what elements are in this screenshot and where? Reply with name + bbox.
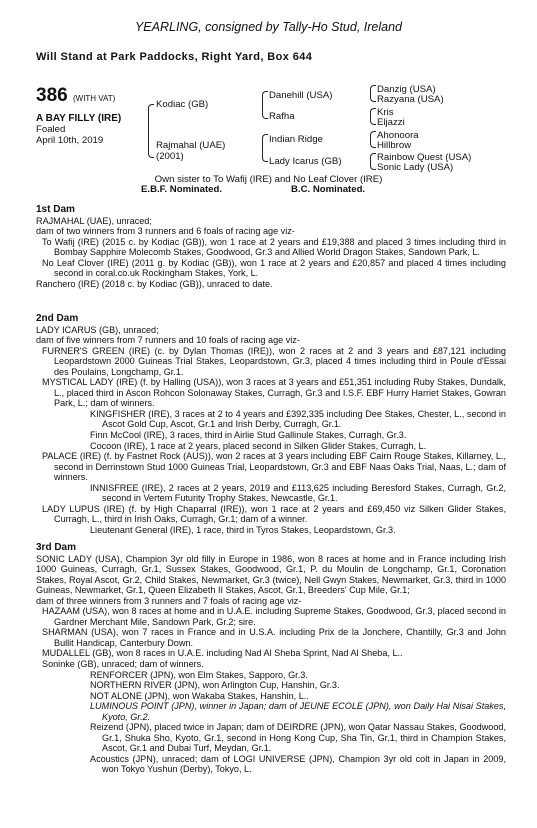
foaled-date: April 10th, 2019 <box>36 135 104 146</box>
section-heading: 2nd Dam <box>36 313 79 324</box>
dam-line: dam of five winners from 7 runners and 10 foals of racing age viz- <box>36 335 300 346</box>
section-heading: 3rd Dam <box>36 542 77 553</box>
produce-entry: NORTHERN RIVER (JPN), won Arlington Cup, Hanshin, Gr.3. <box>90 680 340 691</box>
ebf-nominated: E.B.F. Nominated. <box>141 184 223 195</box>
sister-line: Own sister to To Wafij (IRE) and No Leaf Clover (IRE) <box>154 174 383 185</box>
pedigree-brace-4 <box>370 153 376 170</box>
produce-entry: Soninke (GB), unraced; dam of winners. <box>42 659 204 670</box>
dam-line: SONIC LADY (USA), Champion 3yr old filly in Europe in 1986, won 8 races at home and in France including Irish 1000 Guineas, Curragh, Gr.1, Sussex Stakes, Goodwood, Gr.1, P. du Moulin de Longchamp, Gr.1, Coronation Stakes, Royal Ascot, Gr.2, Child Stakes, Newmarket, Gr.3 (twice), Nell Gwyn Stakes, Newmarket, Gr.3, third in 1000 Guineas, Newmarket, Gr.1, Queen Elizabeth II Stakes, Ascot, Gr.1, Breeders' Cup Mile, Gr.1; <box>36 553 506 596</box>
produce-entry: INNISFREE (IRE), 2 races at 2 years, 2019 and £113,625 including Beresford Stakes, Curragh, Gr.2, second in Vertem Futurity Trophy Stakes, Newcastle, Gr.1. <box>90 482 506 504</box>
produce-entry: LUMINOUS POINT (JPN), winner in Japan; dam of JEUNE ECOLE (JPN), won Daily Hai Nisai Stakes, Kyoto, Gr.2. <box>90 701 506 722</box>
pedigree-brace-1 <box>370 85 376 102</box>
ped-ssd: Razyana (USA) <box>377 94 444 105</box>
ped-dsd: Hillbrow <box>377 140 412 151</box>
pedigree-brace-main <box>148 104 154 158</box>
pedigree-brace-3 <box>370 131 376 148</box>
section-heading: 1st Dam <box>36 204 75 215</box>
produce-entry: Reizend (JPN), placed twice in Japan; dam of DEIRDRE (JPN), won Qatar Nassau Stakes, Goodwood, Gr.1, Shuka Sho, Kyoto, Gr.1, second in Hong Kong Cup, Sha Tin, Gr.1, third in Champion Stakes, Ascot, Gr.1 and Dubai Turf, Meydan, Gr.1. <box>90 722 506 754</box>
first-dam-section <box>36 205 506 289</box>
produce-entry: No Leaf Clover (IRE) (2011 g. by Kodiac (GB)), won 1 race at 2 years and £20,857 and placed 4 times including second in coral.co.uk Rockingham Stakes, York, L. <box>42 257 506 279</box>
produce-entry: Acoustics (JPN), unraced; dam of LOGI UNIVERSE (JPN), Champion 3yr old colt in Japan in 2009, won Tokyo Yushun (Derby), Tokyo, L. <box>90 753 506 775</box>
ped-dss: Ahonoora <box>377 130 419 141</box>
ped-sdd: Eljazzi <box>377 117 405 128</box>
produce-entry: To Wafij (IRE) (2015 c. by Kodiac (GB)), won 1 race at 2 years and £19,388 and placed 3 times including third in Bombay Sapphire Molecomb Stakes, Goodwood, Gr.3 and Allied World Dragon Stakes, Sandown Park, L. <box>42 236 506 258</box>
dam-sire: Indian Ridge <box>269 134 323 145</box>
produce-entry: MUDALLEL (GB), won 8 races in U.A.E. including Nad Al Sheba Sprint, Nad Al Sheba, L.. <box>42 648 403 659</box>
produce-entry: FURNER'S GREEN (IRE) (c. by Dylan Thomas (IRE)), won 2 races at 2 and 3 years and £87,121 including Leopardstown 2000 Guineas Trial Stakes, Leopardstown, Gr.3, placed 4 times including third in Poule d'Essai des Poulains, Longchamp, Gr.1. <box>42 345 506 377</box>
produce-entry: Finn McCool (IRE), 3 races, third in Airlie Stud Gallinule Stakes, Curragh, Gr.3. <box>90 430 407 441</box>
pedigree-brace-sire <box>262 91 268 119</box>
produce-entry: HAZAAM (USA), won 8 races at home and in U.A.E. including Supreme Stakes, Goodwood, Gr.3, placed second in Gardner Merchant Mile, Sandown Park, Gr.2; sire. <box>42 606 506 627</box>
produce-entry: PALACE (IRE) (f. by Fastnet Rock (AUS)), won 2 races at 3 years including EBF Cairn Rouge Stakes, Killarney, L., second in Derrinstown Stud 1000 Guineas Trial, Leopardstown, Gr.3 and EBF Naas Oaks Trial, Naas, L.; dam of winners. <box>42 451 506 483</box>
produce-entry: MYSTICAL LADY (IRE) (f. by Halling (USA)), won 3 races at 3 years and £51,351 including Ruby Stakes, Dundalk, L., placed third in Ascon Rohcon Solonaway Stakes, Curragh, Gr.3 and I.S.F. EBF Hurry Harriet Stakes, Gowran Park, L.; dam of winners. <box>42 377 506 409</box>
bc-nominated: B.C. Nominated. <box>291 184 366 195</box>
dam-line: dam of two winners from 3 runners and 6 foals of racing age viz- <box>36 226 295 237</box>
produce-entry: SHARMAN (USA), won 7 races in France and in U.S.A. including Prix de la Jonchere, Chantilly, Gr.3 and John Bullit Handicap, Canterbury Down. <box>42 627 506 648</box>
vat-note: (WITH VAT) <box>72 94 116 103</box>
pedigree-brace-dam <box>262 134 268 162</box>
second-dam-section <box>36 314 506 535</box>
produce-entry: NOT ALONE (JPN), won Wakaba Stakes, Hanshin, L.. <box>90 690 309 701</box>
ped-ddd: Sonic Lady (USA) <box>377 162 454 173</box>
produce-entry: Lieutenant General (IRE), 1 race, third in Tyros Stakes, Leopardstown, Gr.3. <box>90 524 396 535</box>
produce-entry: Cocoon (IRE), 1 race at 2 years, placed second in Silken Glider Stakes, Curragh, L. <box>90 440 427 451</box>
page-title: YEARLING, consigned by Tally-Ho Stud, Ireland <box>134 20 403 34</box>
ped-dds: Rainbow Quest (USA) <box>377 152 472 163</box>
dam-line-2: (2001) <box>156 151 184 162</box>
sire: Kodiac (GB) <box>156 99 209 110</box>
sire-dam: Rafha <box>269 111 295 122</box>
lot-number <box>36 85 115 107</box>
pedigree-brace-2 <box>370 108 376 125</box>
produce-entry: LADY LUPUS (IRE) (f. by High Chaparral (IRE)), won 1 race at 2 years and £69,450 viz Silken Glider Stakes, Curragh, L., third in Irish Oaks, Curragh, Gr.1; dam of a winner. <box>42 503 506 525</box>
dam-dam: Lady Icarus (GB) <box>269 156 342 167</box>
lot-name: A BAY FILLY (IRE) <box>36 113 122 124</box>
sire-sire: Danehill (USA) <box>269 90 333 101</box>
dam-line-1: Rajmahal (UAE) <box>156 140 226 151</box>
produce-entry: KINGFISHER (IRE), 3 races at 2 to 4 years and £392,335 including Dee Stakes, Chester, L., second in Ascot Gold Cup, Ascot, Gr.1 and Irish Derby, Curragh, Gr.1. <box>90 408 506 430</box>
lot-number-value: 386 <box>36 85 68 106</box>
dam-line: LADY ICARUS (GB), unraced; <box>36 324 159 335</box>
dam-line: dam of three winners from 3 runners and 7 foals of racing age viz- <box>36 595 302 606</box>
ped-sss: Danzig (USA) <box>377 84 436 95</box>
produce-entry: RENFORCER (JPN), won Elm Stakes, Sapporo, Gr.3. <box>90 669 308 680</box>
produce-entry: Ranchero (IRE) (2018 c. by Kodiac (GB)), unraced to date. <box>36 278 273 289</box>
dam-line: RAJMAHAL (UAE), unraced; <box>36 215 152 226</box>
stand-location: Will Stand at Park Paddocks, Right Yard, Box 644 <box>36 51 313 63</box>
third-dam-section <box>36 543 506 775</box>
foaled-label: Foaled <box>36 124 66 135</box>
ped-sds: Kris <box>377 107 394 118</box>
